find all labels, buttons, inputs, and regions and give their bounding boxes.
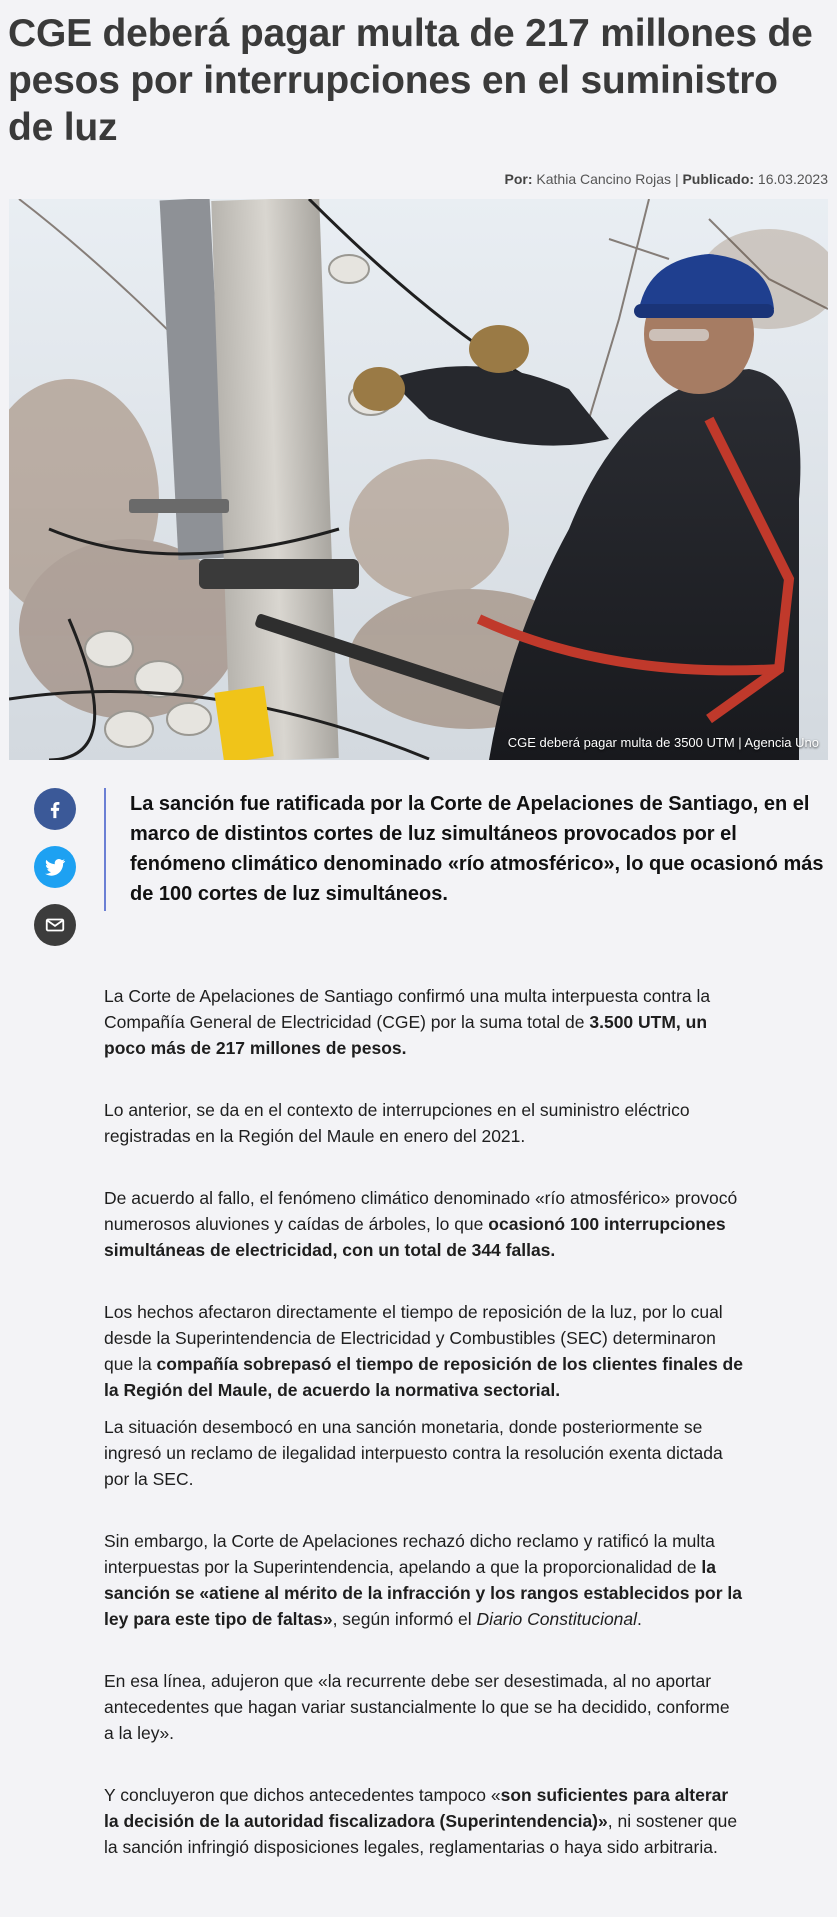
email-icon: [44, 914, 66, 936]
email-share-button[interactable]: [34, 904, 76, 946]
paragraph: Y concluyeron que dichos antecedentes tampoco «son suficientes para alterar la decisión de la autoridad fiscalizadora (Superintendencia)», ni sostener que la sanción infringió disposiciones legales, reglamentarias o haya sido arbitraria.: [104, 1785, 738, 1857]
article-title: CGE deberá pagar multa de 217 millones de pesos por interrupciones en el suministro de luz: [8, 12, 813, 149]
paragraph: Los hechos afectaron directamente el tiempo de reposición de la luz, por lo cual desde la Superintendencia de Electricidad y Combustibles (SEC) determinaron que la compañía sobrepasó el tiempo de reposición de los clientes finales de la Región del Maule, de acuerdo la normativa sectorial.: [104, 1302, 743, 1400]
article-body: [104, 983, 744, 1896]
paragraph: La situación desembocó en una sanción monetaria, donde posteriormente se ingresó un reclamo de ilegalidad interpuesto contra la resolución exenta dictada por la SEC.: [104, 1417, 723, 1489]
paragraph: Lo anterior, se da en el contexto de interrupciones en el suministro eléctrico registradas en la Región del Maule en enero del 2021.: [104, 1100, 690, 1146]
twitter-share-button[interactable]: [34, 846, 76, 888]
source-name: Diario Constitucional: [476, 1609, 638, 1629]
paragraph: En esa línea, adujeron que «la recurrente debe ser desestimada, al no aportar antecedentes que hagan variar sustancialmente lo que se ha decidido, conforme a la ley».: [104, 1671, 730, 1743]
image-caption: CGE deberá pagar multa de 3500 UTM | Agencia Uno: [507, 735, 819, 750]
paragraph: La Corte de Apelaciones de Santiago confirmó una multa interpuesta contra la Compañía General de Electricidad (CGE) por la suma total de 3.500 UTM, un poco más de 217 millones de pesos.: [104, 986, 711, 1058]
author-label: Por:: [504, 171, 533, 187]
twitter-icon: [43, 855, 67, 879]
hero-photo-illustration: [9, 199, 828, 760]
paragraph: De acuerdo al fallo, el fenómeno climático denominado «río atmosférico» provocó numerosos aluviones y caídas de árboles, lo que ocasionó 100 interrupciones simultáneas de electricidad, con un total de 344 fallas.: [104, 1188, 738, 1260]
author-name[interactable]: Kathia Cancino Rojas: [536, 171, 672, 187]
facebook-icon: [44, 798, 66, 820]
share-bar: [34, 788, 78, 962]
facebook-share-button[interactable]: [34, 788, 76, 830]
article-lead: La sanción fue ratificada por la Corte de Apelaciones de Santiago, en el marco de distintos cortes de luz simultáneos provocados por el fenómeno climático denominado «río atmosférico», lo que ocasionó más de 100 cortes de luz simultáneos.: [104, 788, 832, 911]
published-date: 16.03.2023: [757, 171, 828, 187]
byline-separator: |: [674, 171, 679, 187]
published-label: Publicado:: [682, 171, 755, 187]
article-byline: [505, 171, 828, 187]
hero-image: [9, 199, 828, 760]
paragraph: Sin embargo, la Corte de Apelaciones rechazó dicho reclamo y ratificó la multa interpuestas por la Superintendencia, apelando a que la proporcionalidad de la sanción se «atiene al mérito de la infracción y los rangos establecidos por la ley para este tipo de faltas», según informó el Diario Constitucional.: [104, 1531, 742, 1629]
